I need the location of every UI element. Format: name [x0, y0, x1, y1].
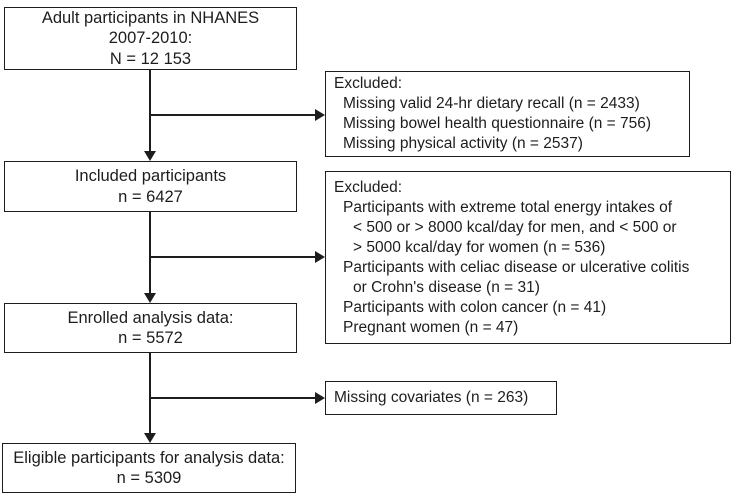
text-line: N = 12 153: [109, 49, 192, 68]
text-line: Missing bowel health questionnaire (n = 756): [343, 115, 652, 132]
box-included-participants: [4, 161, 297, 212]
connector-enrolled-to-eligible: [149, 353, 151, 433]
text-line: n = 5572: [118, 329, 183, 347]
text-line: Missing physical activity (n = 2537): [343, 135, 583, 152]
box-missing-covariates: [325, 381, 557, 415]
connector-branch-excluded-second: [149, 256, 315, 258]
text-line: Missing valid 24-hr dietary recall (n = 2433): [343, 95, 640, 112]
text-line: 2007-2010:: [108, 29, 193, 48]
arrowhead-right-missing-covariates: [315, 392, 325, 404]
text-line: n = 6427: [118, 187, 183, 206]
text-line: or Crohn's disease (n = 31): [353, 278, 540, 296]
arrowhead-down-included: [144, 151, 156, 161]
text-line: Included participants: [74, 167, 227, 185]
text-line: Participants with extreme total energy intakes of: [343, 198, 673, 216]
box-excluded-second: [325, 171, 731, 344]
text-line: > 5000 kcal/day for women (n = 536): [353, 238, 606, 256]
text-line: Missing covariates (n = 263): [334, 389, 529, 406]
connector-included-to-enrolled: [149, 212, 151, 293]
text-line: Participants with celiac disease or ulcerative colitis: [343, 258, 690, 276]
connector-branch-missing-covariates: [149, 397, 315, 399]
text-line: n = 5309: [116, 469, 182, 487]
text-line: Excluded:: [334, 75, 403, 92]
box-adult-participants: [4, 7, 297, 70]
text-line: Enrolled analysis data:: [67, 308, 234, 327]
connector-adult-to-included: [149, 70, 151, 151]
text-line: Participants with colon cancer (n = 41): [343, 298, 607, 316]
arrowhead-right-excluded-first: [315, 109, 325, 121]
arrowhead-down-eligible: [144, 433, 156, 443]
text-line: Pregnant women (n = 47): [343, 318, 519, 336]
connector-branch-excluded-first: [149, 114, 315, 116]
text-line: < 500 or > 8000 kcal/day for men, and < 500 or: [353, 218, 677, 236]
arrowhead-right-excluded-second: [315, 251, 325, 263]
text-line: Eligible participants for analysis data:: [13, 448, 285, 467]
box-eligible-participants: [2, 443, 296, 493]
arrowhead-down-enrolled: [144, 293, 156, 303]
text-line: Excluded:: [334, 178, 403, 196]
text-line: Adult participants in NHANES: [41, 8, 260, 27]
box-excluded-first: [325, 71, 690, 157]
box-enrolled-analysis: [4, 303, 297, 353]
